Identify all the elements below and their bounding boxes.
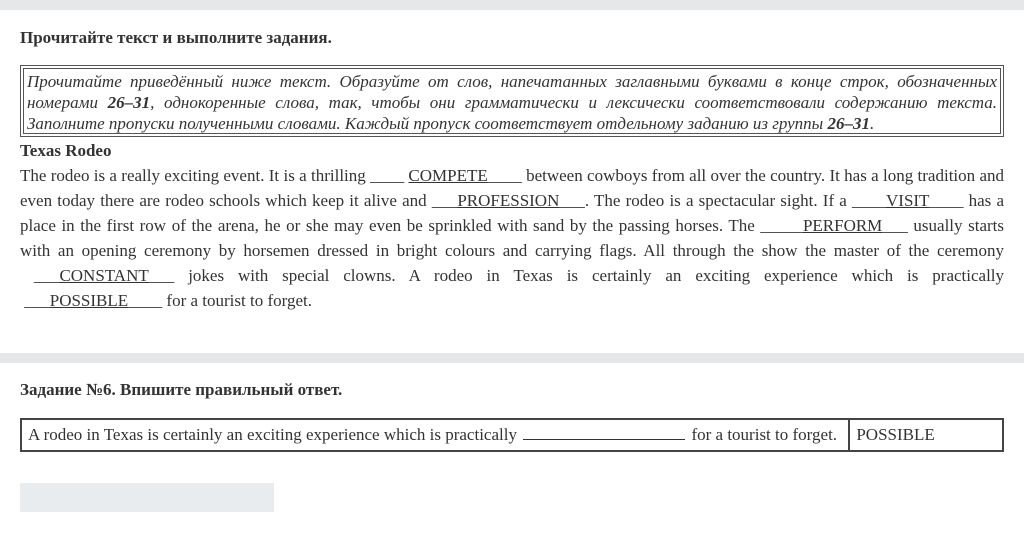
top-band xyxy=(0,0,1024,10)
gap-pre: ____ xyxy=(365,166,409,185)
answer-blank xyxy=(523,424,685,440)
gap-word: COMPETE xyxy=(408,166,488,185)
task-row xyxy=(21,419,1003,451)
section-divider xyxy=(0,353,1024,363)
gap-constant xyxy=(20,266,188,285)
passage-sentence: . The rodeo is a spectacular sight. If a xyxy=(584,191,847,210)
gap-word: PROFESSION xyxy=(457,191,560,210)
gap-word: POSSIBLE xyxy=(49,291,129,310)
instructions-range2: 26–31 xyxy=(827,114,870,133)
task-table xyxy=(20,418,1004,452)
gap-pre: ___ xyxy=(20,266,60,285)
gap-post: ____ xyxy=(487,166,527,185)
passage-sentence: has a place in the first row of the arena, he or she may even be sprinkled with sand by the passing horses. The xyxy=(20,191,1005,235)
section-title: Прочитайте текст и выполните задания. xyxy=(20,28,332,47)
gap-compete xyxy=(366,166,526,185)
gap-pre: _____ xyxy=(754,216,803,235)
task-title: Задание №6. Впишите правильный ответ. xyxy=(20,380,343,399)
gap-post: ____ xyxy=(128,291,167,310)
instructions-part2: , однокоренные слова, так, чтобы они грамматически и лексически соответствовали содержанию текста. Заполните пропуски полученными словами. Каждый пропуск соответствует отдельному заданию из группы xyxy=(27,93,998,133)
passage-sentence: for a tourist to forget. xyxy=(166,291,312,310)
gap-word: VISIT xyxy=(886,191,930,210)
question-after: for a tourist to forget. xyxy=(691,425,838,444)
instructions-text xyxy=(23,68,1001,134)
gap-post: ____ xyxy=(929,191,969,210)
question-before: A rodeo in Texas is certainly an exciting experience which is practically xyxy=(28,425,517,444)
gap-word: PERFORM xyxy=(802,216,883,235)
gap-post: ___ xyxy=(882,216,914,235)
gap-post: ___ xyxy=(559,191,585,210)
gap-profession xyxy=(427,191,585,210)
gap-pre: ____ xyxy=(846,191,886,210)
gap-visit xyxy=(847,191,969,210)
passage-sentence: usually starts with an opening ceremony by horsemen dressed in bright colours and carrying flags. All through the show the master of the ceremony xyxy=(20,216,1005,260)
instructions-part3: . xyxy=(869,114,875,133)
instructions-box xyxy=(20,65,1004,137)
text-title: Texas Rodeo xyxy=(20,141,112,160)
passage-sentence: between cowboys from all over the country. It has a long tradition and even today there are rodeo schools which keep it alive and xyxy=(20,166,1005,210)
gap-pre: ___ xyxy=(20,291,50,310)
gap-word: CONSTANT xyxy=(59,266,149,285)
answer-input-bar[interactable] xyxy=(20,483,274,512)
passage xyxy=(20,163,1004,313)
task-question xyxy=(21,419,849,451)
gap-post: ___ xyxy=(148,266,189,285)
gap-possible xyxy=(20,291,166,310)
passage-sentence: jokes with special clowns. A rodeo in Texas is certainly an exciting experience which is practically xyxy=(188,266,1005,285)
gap-perform xyxy=(755,216,914,235)
gap-pre: ___ xyxy=(426,191,458,210)
task-answer: POSSIBLE xyxy=(849,419,1003,451)
passage-sentence: The rodeo is a really exciting event. It is a thrilling xyxy=(20,166,366,185)
instructions-range1: 26–31 xyxy=(107,93,151,112)
instructions-part1: Прочитайте приведённый ниже текст. Образуйте от слов, напечатанных заглавными буквами в конце строк, обозначенных номерами xyxy=(27,72,997,112)
